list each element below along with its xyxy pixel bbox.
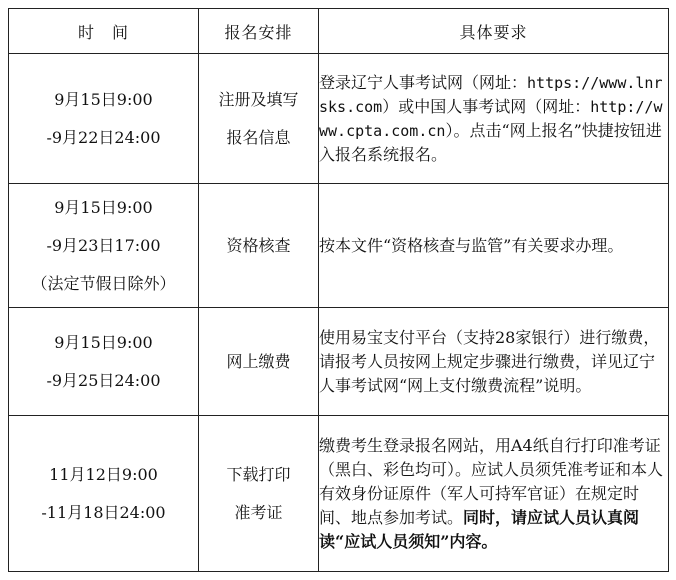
requirement-text: 按本文件“资格核查与监管”有关要求办理。 (319, 235, 624, 255)
table-row (9, 416, 669, 572)
time-cell (9, 308, 199, 416)
time-end: -9月25日24:00 (46, 370, 161, 390)
time-start: 9月15日9:00 (54, 197, 153, 217)
requirement-text: 缴费考生登录报名网站，用A4纸自行打印准考证（黑白、彩色均可）。应试人员须凭准考证和本人有效身份证原件（军人可持军官证）在规定时间、地点参加考试。 (319, 435, 664, 527)
arrangement-line: 下载打印 (226, 464, 291, 484)
requirement-text: ）或中国人事考试网（网址： (382, 96, 591, 116)
table-header-row (9, 9, 669, 54)
arrangement-cell (199, 54, 319, 184)
arrangement-cell (199, 184, 319, 308)
time-start: 9月15日9:00 (54, 89, 153, 109)
time-cell (9, 416, 199, 572)
requirement-cell (319, 54, 669, 184)
header-requirement: 具体要求 (319, 9, 669, 54)
arrangement-cell (199, 416, 319, 572)
time-end: -9月22日24:00 (46, 127, 161, 147)
header-time: 时 间 (9, 9, 199, 54)
time-cell (9, 54, 199, 184)
requirement-text: ）。点击“网上报名”快捷按钮进入报名系统报名。 (319, 120, 662, 164)
requirement-cell (319, 416, 669, 572)
time-end: -9月23日17:00 (46, 235, 161, 255)
arrangement-line: 网上缴费 (226, 351, 291, 371)
table-row (9, 54, 669, 184)
time-start: 11月12日9:00 (49, 464, 158, 484)
table-row (9, 308, 669, 416)
arrangement-line: 资格核查 (226, 235, 291, 255)
cpta-url-link[interactable]: http://www.cpta.com.cn (319, 97, 663, 140)
time-note: （法定节假日除外） (31, 273, 176, 293)
requirement-cell (319, 308, 669, 416)
arrangement-line: 准考证 (234, 502, 283, 522)
requirement-text: 登录辽宁人事考试网（网址： (319, 72, 528, 92)
time-start: 9月15日9:00 (54, 332, 153, 352)
requirement-bold-notice: 同时，请应试人员认真阅读“应试人员须知”内容。 (319, 507, 640, 551)
arrangement-line: 报名信息 (226, 127, 291, 147)
time-cell (9, 184, 199, 308)
arrangement-line: 注册及填写 (218, 89, 299, 109)
table-row (9, 184, 669, 308)
registration-schedule-table (8, 8, 669, 572)
lnrsks-url-link[interactable]: https://www.lnrsks.com (319, 73, 663, 116)
requirement-text: 使用易宝支付平台（支持28家银行）进行缴费，请报考人员按网上规定步骤进行缴费，详见辽宁人事考试网“网上支付缴费流程”说明。 (319, 327, 660, 395)
header-arrangement: 报名安排 (199, 9, 319, 54)
arrangement-cell (199, 308, 319, 416)
time-end: -11月18日24:00 (41, 502, 166, 522)
requirement-cell (319, 184, 669, 308)
